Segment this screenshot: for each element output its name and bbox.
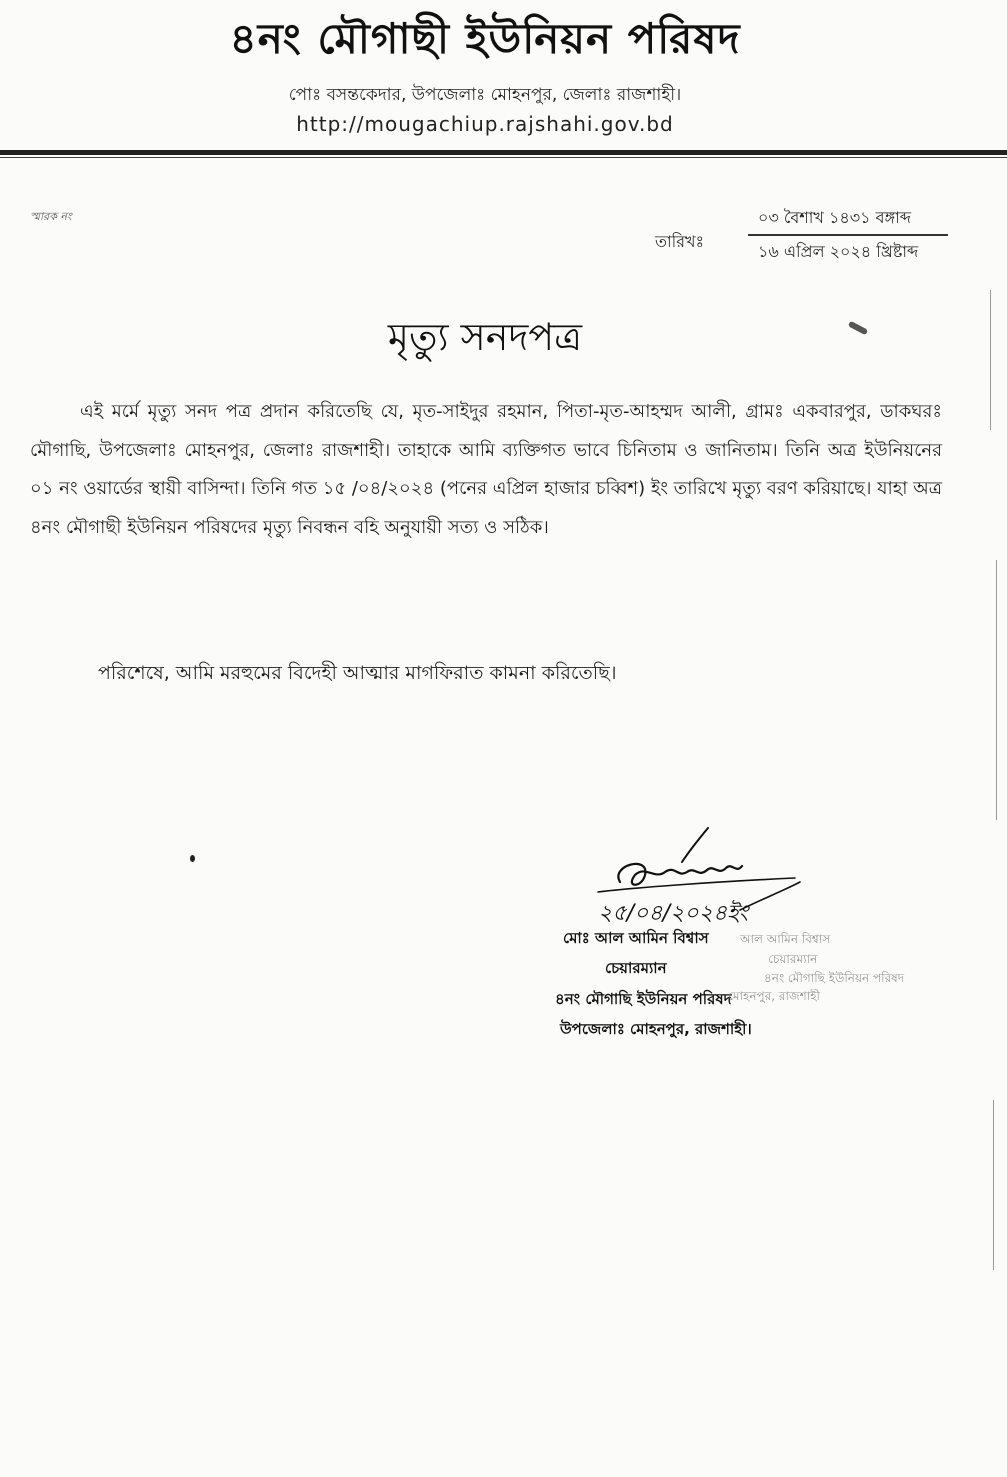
stamp-ghost-name: আল আমিন বিশ্বাস	[740, 932, 831, 946]
stamp-ghost-designation: চেয়ারম্যান	[768, 952, 818, 966]
union-council-address: পোঃ বসন্তকেদার, উপজেলাঃ মোহনপুর, জেলাঃ রাজশাহী।	[288, 85, 682, 105]
signatory-name: মোঃ আল আমিন বিশ্বাস	[563, 929, 709, 947]
memo-number-label: স্মারক নং	[30, 210, 72, 223]
signatory-organization: ৪নং মৌগাছি ইউনিয়ন পরিষদ	[555, 990, 732, 1008]
header-divider-thin	[0, 157, 1007, 158]
date-label: তারিখঃ	[655, 232, 705, 251]
closing-statement: পরিশেষে, আমি মরহুমের বিদেহী আত্মার মাগফিরাত কামনা করিতেছি।	[98, 662, 617, 684]
handwritten-signature	[590, 820, 820, 930]
signatory-designation: চেয়ারম্যান	[605, 959, 667, 977]
date-gregorian: ১৬ এপ্রিল ২০২৪ খ্রিষ্টাব্দ	[758, 242, 919, 261]
certificate-body: এই মর্মে মৃত্যু সনদ পত্র প্রদান করিতেছি যে, মৃত-সাইদুর রহমান, পিতা-মৃত-আহম্মদ আলী, গ্রামঃ একবারপুর, ডাকঘরঃ মৌগাছি, উপজেলাঃ মোহনপুর, জেলাঃ রাজশাহী। তাহাকে আমি ব্যক্তিগত ভাবে চিনিতাম ও জানিতাম। তিনি অত্র ইউনিয়নের ০১ নং ওয়ার্ডের স্থায়ী বাসিন্দা। তিনি গত ১৫ /০৪/২০২৪ (পনের এপ্রিল হাজার চব্বিশ) ইং তারিখে মৃত্যু বরণ করিয়াছে। যাহা অত্র ৪নং মৌগাছী ইউনিয়ন পরিষদের মৃত্যু নিবন্ধন বহি অনুযায়ী সত্য ও সঠিক।	[30, 401, 942, 538]
union-council-title: ৪নং মৌগাছী ইউনিয়ন পরিষদ	[229, 14, 741, 63]
stamp-ghost-organization: ৪নং মৌগাছি ইউনিয়ন পরিষদ	[764, 971, 905, 985]
handwritten-date: ২৫/০৪/২০২৪ইং	[598, 901, 749, 926]
scan-edge-mark	[993, 1100, 994, 1270]
scan-edge-mark	[996, 560, 997, 820]
stamp-ghost-location: মোহনপুর, রাজশাহী	[728, 989, 820, 1003]
date-bangla: ০৩ বৈশাখ ১৪৩১ বঙ্গাব্দ	[758, 208, 911, 227]
union-council-website: http://mougachiup.rajshahi.gov.bd	[296, 112, 674, 136]
scan-edge-mark	[990, 290, 991, 430]
header-divider-thick	[0, 150, 1007, 155]
signatory-location: উপজেলাঃ মোহনপুর, রাজশাহী।	[560, 1020, 752, 1038]
date-divider	[748, 234, 948, 236]
document-title: মৃত্যু সনদপত্র	[387, 315, 583, 359]
ink-dot	[190, 855, 195, 862]
